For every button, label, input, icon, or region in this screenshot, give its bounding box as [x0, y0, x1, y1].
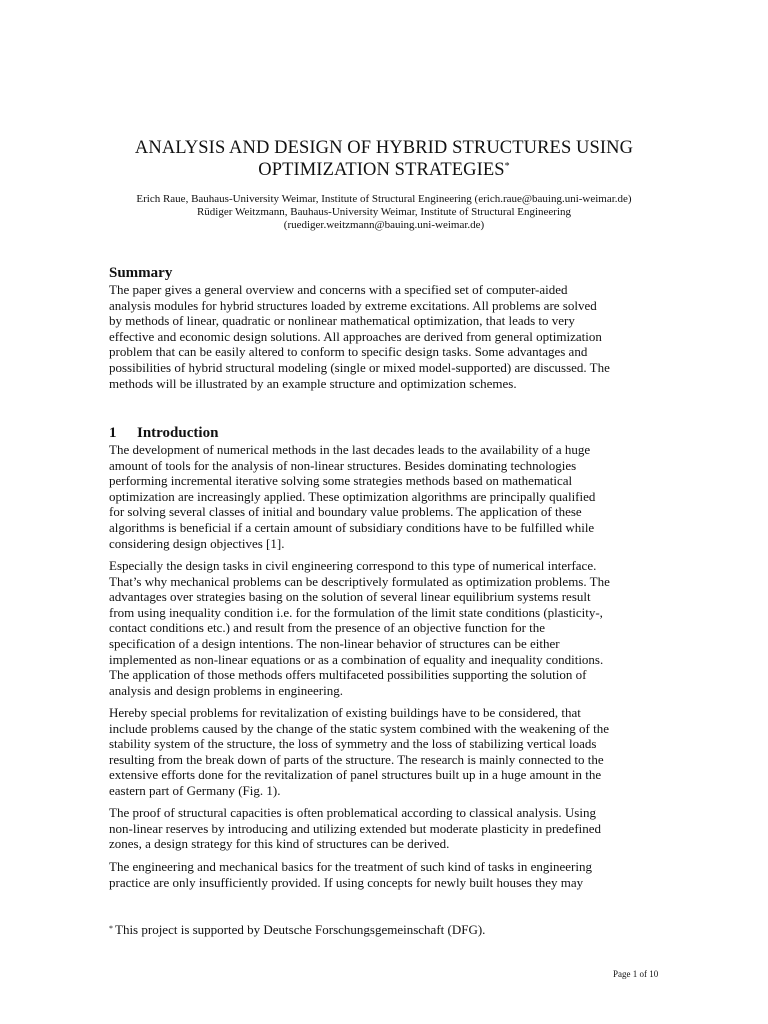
paper-title — [0, 137, 768, 181]
text-line: Hereby special problems for revitalization of existing buildings have to be considered, that — [109, 705, 581, 720]
text-line: specification of a design intentions. The non-linear behavior of structures can be either — [109, 635, 560, 651]
text-line: practice are only insufficiently provided. If using concepts for newly built houses they may — [109, 874, 584, 890]
section-title: Introduction — [137, 425, 219, 441]
text-line: amount of tools for the analysis of non-linear structures. Besides dominating technologies — [109, 457, 577, 473]
text-line: The paper gives a general overview and concerns with a specified set of computer-aided — [109, 282, 568, 297]
title-line-1: ANALYSIS AND DESIGN OF HYBRID STRUCTURES USING — [134, 138, 634, 158]
text-line: considering design objectives [1]. — [109, 535, 285, 551]
author-block — [0, 193, 768, 232]
author-line: (ruediger.weitzmann@bauing.uni-weimar.de) — [283, 219, 485, 231]
footnote-text: This project is supported by Deutsche Forschungsgemeinschaft (DFG). — [115, 922, 486, 937]
text-line: zones, a design strategy for this kind of structures can be derived. — [109, 836, 450, 852]
text-line: The development of numerical methods in the last decades leads to the availability of a huge — [109, 442, 591, 457]
text-line: The application of those methods offers multifaceted possibilities supporting the solution of — [109, 667, 587, 683]
title-footnote-marker: * — [504, 161, 510, 172]
text-line: for solving several classes of initial and boundary value problems. The application of these — [109, 504, 582, 520]
text-line: analysis and design problems in engineering. — [109, 682, 343, 698]
text-line: contact conditions etc.) and result from the presence of an objective function for the — [109, 620, 546, 636]
summary-paragraph — [109, 282, 664, 391]
footnote-marker: * — [109, 924, 113, 933]
section-1-heading — [109, 425, 218, 442]
text-line: The engineering and mechanical basics for the treatment of such kind of tasks in engineering — [109, 859, 592, 874]
text-line: algorithms is beneficial if a certain amount of subsidiary conditions have to be fulfilled while — [109, 519, 595, 535]
text-line: resulting from the break down of parts of the structure. The research is mainly connected to the — [109, 751, 604, 767]
intro-paragraph-5 — [109, 859, 664, 890]
intro-paragraph-4 — [109, 805, 664, 852]
author-line: Rüdiger Weitzmann, Bauhaus-University Weimar, Institute of Structural Engineering — [196, 206, 572, 218]
text-line: That’s why mechanical problems can be descriptively formulated as optimization problems. The — [109, 573, 610, 589]
text-line: non-linear reserves by introducing and utilizing extended but moderate plasticity in predefined — [109, 820, 602, 836]
summary-heading: Summary — [109, 265, 173, 281]
text-line: performing incremental iterative solving some strategies methods based on mathematical — [109, 473, 573, 489]
intro-paragraph-3 — [109, 705, 664, 799]
text-line: advantages over strategies basing on the solution of several linear equilibrium systems result — [109, 589, 591, 605]
text-line: possibilities of hybrid structural modeling (single or mixed model-supported) are discussed. The — [109, 359, 610, 375]
page-number: Page 1 of 10 — [613, 969, 659, 979]
text-line: by methods of linear, quadratic or nonlinear mathematical optimization, that leads to very — [109, 313, 575, 329]
section-number: 1 — [109, 425, 117, 441]
text-line: extensive efforts done for the revitalization of panel structures built up in a huge amount in the — [109, 767, 602, 783]
text-line: effective and economic design solutions. All approaches are derived from general optimization — [109, 328, 602, 344]
text-line: Especially the design tasks in civil engineering correspond to this type of numerical interface. — [109, 558, 597, 573]
text-line: stability system of the structure, the loss of symmetry and the loss of stabilizing vertical loads — [109, 736, 597, 752]
text-line: from using inequality condition i.e. for the formulation of the limit state conditions (plasticity-, — [109, 604, 603, 620]
text-line: The proof of structural capacities is often problematical according to classical analysis. Using — [109, 805, 596, 820]
text-line: optimization are increasingly applied. These optimization algorithms are principally qualified — [109, 488, 596, 504]
footnote — [109, 922, 485, 938]
text-line: methods will be illustrated by an example structure and optimization schemes. — [109, 375, 517, 391]
text-line: implemented as non-linear equations or as a combination of equality and inequality conditions. — [109, 651, 604, 667]
intro-paragraph-1 — [109, 442, 664, 551]
title-line-2: OPTIMIZATION STRATEGIES — [258, 160, 505, 180]
text-line: include problems caused by the change of the static system combined with the weakening of the — [109, 720, 609, 736]
text-line: eastern part of Germany (Fig. 1). — [109, 782, 281, 798]
author-line: Erich Raue, Bauhaus-University Weimar, Institute of Structural Engineering (erich.raue@bauing.uni-weimar.de) — [136, 193, 632, 205]
text-line: problem that can be easily altered to conform to specific design tasks. Some advantages and — [109, 344, 588, 360]
text-line: analysis modules for hybrid structures loaded by extreme excitations. All problems are solved — [109, 297, 597, 313]
intro-paragraph-2 — [109, 558, 664, 698]
